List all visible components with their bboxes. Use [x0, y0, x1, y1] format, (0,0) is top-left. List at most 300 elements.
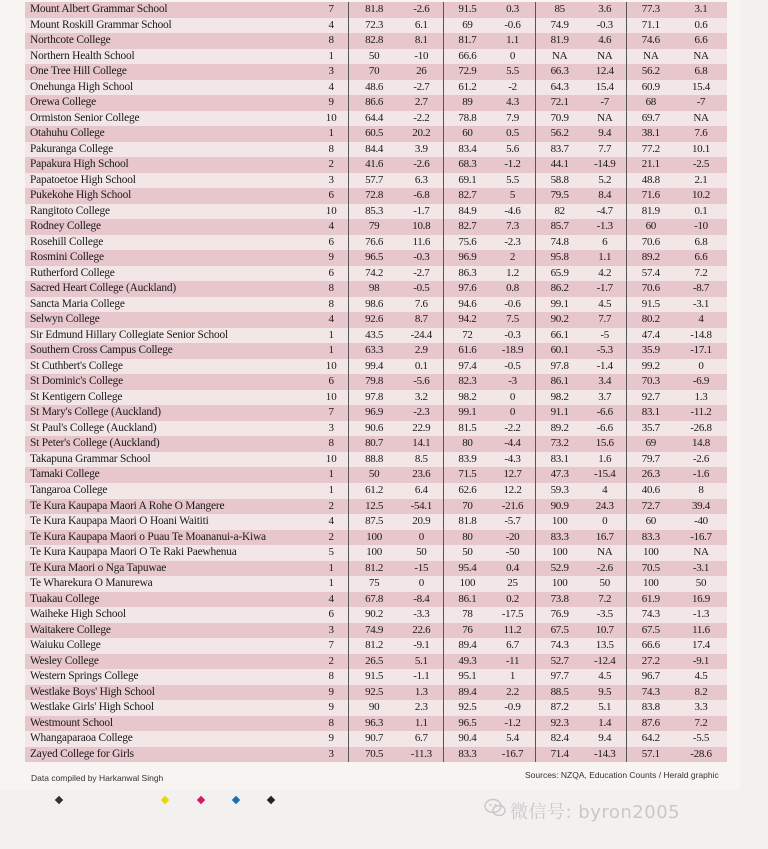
decile-cell: 7	[314, 2, 348, 18]
ncea1-pass-cell: 41.6	[348, 157, 399, 173]
ncea1-pass-cell: 79.8	[348, 374, 399, 390]
table-row	[25, 576, 727, 592]
ncea1-pass-cell: 70.5	[348, 747, 399, 763]
ncea3-change-cell: 4.5	[584, 669, 626, 685]
decile-cell: 8	[314, 297, 348, 313]
decile-cell: 3	[314, 623, 348, 639]
ncea1-change-cell: 22.9	[399, 421, 444, 437]
ncea1-pass-cell: 92.5	[348, 685, 399, 701]
ue-change-cell: 7.2	[675, 716, 727, 732]
school-name-cell: Whangaparaoa College	[25, 731, 314, 747]
ncea1-change-cell: -1.1	[399, 669, 444, 685]
table-row	[25, 716, 727, 732]
ncea2-pass-cell: 96.5	[444, 716, 491, 732]
ncea1-change-cell: -3.3	[399, 607, 444, 623]
ncea1-change-cell: -2.7	[399, 266, 444, 282]
ue-pass-cell: 99.2	[626, 359, 675, 375]
ncea3-change-cell: -15.4	[584, 467, 626, 483]
decile-cell: 10	[314, 390, 348, 406]
ncea2-pass-cell: 66.6	[444, 49, 491, 65]
ue-pass-cell: 21.1	[626, 157, 675, 173]
school-name-cell: Northcote College	[25, 33, 314, 49]
ncea1-pass-cell: 97.8	[348, 390, 399, 406]
decile-cell: 3	[314, 173, 348, 189]
table-row	[25, 592, 727, 608]
table-row	[25, 235, 727, 251]
ue-pass-cell: 83.8	[626, 700, 675, 716]
ue-pass-cell: 83.1	[626, 405, 675, 421]
ncea2-change-cell: 5.5	[490, 64, 535, 80]
ncea3-change-cell: -5.3	[584, 343, 626, 359]
ue-change-cell: -1.3	[675, 607, 727, 623]
ncea2-change-cell: 11.2	[490, 623, 535, 639]
table-row	[25, 281, 727, 297]
table-row	[25, 483, 727, 499]
ncea3-change-cell: -14.9	[584, 157, 626, 173]
ncea3-change-cell: -6.6	[584, 405, 626, 421]
ue-pass-cell: 100	[626, 545, 675, 561]
ncea3-change-cell: -1.7	[584, 281, 626, 297]
ue-change-cell: -2.6	[675, 452, 727, 468]
ncea1-pass-cell: 82.8	[348, 33, 399, 49]
school-name-cell: Orewa College	[25, 95, 314, 111]
ue-pass-cell: 57.4	[626, 266, 675, 282]
decile-cell: 4	[314, 80, 348, 96]
decile-cell: 4	[314, 312, 348, 328]
table-row	[25, 561, 727, 577]
ncea3-change-cell: NA	[584, 111, 626, 127]
ue-change-cell: -7	[675, 95, 727, 111]
ncea3-change-cell: 9.4	[584, 731, 626, 747]
table-row	[25, 188, 727, 204]
ncea2-pass-cell: 94.6	[444, 297, 491, 313]
ncea3-change-cell: 15.6	[584, 436, 626, 452]
ncea3-pass-cell: 70.9	[535, 111, 584, 127]
ncea2-change-cell: -2.3	[490, 235, 535, 251]
ncea3-pass-cell: 86.1	[535, 374, 584, 390]
ncea1-pass-cell: 76.6	[348, 235, 399, 251]
school-name-cell: Wesley College	[25, 654, 314, 670]
ue-change-cell: -6.9	[675, 374, 727, 390]
ue-pass-cell: 80.2	[626, 312, 675, 328]
ncea1-change-cell: 6.3	[399, 173, 444, 189]
decile-cell: 3	[314, 64, 348, 80]
ue-pass-cell: 60	[626, 514, 675, 530]
table-row	[25, 142, 727, 158]
ncea3-change-cell: 5.1	[584, 700, 626, 716]
ncea1-change-cell: -2.3	[399, 405, 444, 421]
ue-change-cell: 7.6	[675, 126, 727, 142]
ncea1-change-cell: -2.6	[399, 2, 444, 18]
ncea2-change-cell: 5.4	[490, 731, 535, 747]
ncea2-pass-cell: 82.3	[444, 374, 491, 390]
ue-change-cell: -10	[675, 219, 727, 235]
ncea3-pass-cell: 58.8	[535, 173, 584, 189]
ue-change-cell: 8.2	[675, 685, 727, 701]
decile-cell: 8	[314, 281, 348, 297]
ncea3-pass-cell: 71.4	[535, 747, 584, 763]
table-row	[25, 514, 727, 530]
school-name-cell: Papakura High School	[25, 157, 314, 173]
school-name-cell: St Dominic's College	[25, 374, 314, 390]
decile-cell: 9	[314, 250, 348, 266]
ncea3-pass-cell: 82	[535, 204, 584, 220]
ncea1-change-cell: 6.7	[399, 731, 444, 747]
school-name-cell: Waiuku College	[25, 638, 314, 654]
ncea2-pass-cell: 86.1	[444, 592, 491, 608]
ue-pass-cell: 57.1	[626, 747, 675, 763]
ncea1-change-cell: 14.1	[399, 436, 444, 452]
ncea2-change-cell: -3	[490, 374, 535, 390]
ue-pass-cell: 71.6	[626, 188, 675, 204]
ncea3-change-cell: 7.7	[584, 142, 626, 158]
ue-change-cell: -40	[675, 514, 727, 530]
ue-change-cell: 3.1	[675, 2, 727, 18]
ue-pass-cell: 91.5	[626, 297, 675, 313]
table-row	[25, 499, 727, 515]
decile-cell: 9	[314, 731, 348, 747]
ncea1-pass-cell: 87.5	[348, 514, 399, 530]
ncea1-change-cell: -10	[399, 49, 444, 65]
table-row	[25, 266, 727, 282]
ncea3-pass-cell: 73.8	[535, 592, 584, 608]
ue-change-cell: -3.1	[675, 561, 727, 577]
ncea2-change-cell: -18.9	[490, 343, 535, 359]
school-name-cell: Mount Albert Grammar School	[25, 2, 314, 18]
ncea2-change-cell: 0.2	[490, 592, 535, 608]
ncea3-pass-cell: 52.9	[535, 561, 584, 577]
decile-cell: 8	[314, 436, 348, 452]
decile-cell: 8	[314, 669, 348, 685]
school-name-cell: St Mary's College (Auckland)	[25, 405, 314, 421]
school-name-cell: Rosehill College	[25, 235, 314, 251]
ncea3-change-cell: 1.6	[584, 452, 626, 468]
ncea3-change-cell: 15.4	[584, 80, 626, 96]
ncea2-pass-cell: 50	[444, 545, 491, 561]
ncea1-pass-cell: 91.5	[348, 669, 399, 685]
ncea1-change-cell: 2.7	[399, 95, 444, 111]
ncea3-pass-cell: 97.8	[535, 359, 584, 375]
table-row	[25, 685, 727, 701]
table-row	[25, 297, 727, 313]
ncea2-change-cell: 0.5	[490, 126, 535, 142]
decile-cell: 7	[314, 638, 348, 654]
ncea3-change-cell: 0	[584, 514, 626, 530]
ncea1-change-cell: 20.2	[399, 126, 444, 142]
decile-cell: 1	[314, 483, 348, 499]
ncea2-change-cell: 1.2	[490, 266, 535, 282]
decile-cell: 9	[314, 700, 348, 716]
ncea3-change-cell: 50	[584, 576, 626, 592]
ncea3-pass-cell: 44.1	[535, 157, 584, 173]
ncea2-change-cell: -17.5	[490, 607, 535, 623]
school-name-cell: Takapuna Grammar School	[25, 452, 314, 468]
ncea1-pass-cell: 81.8	[348, 2, 399, 18]
ue-pass-cell: NA	[626, 49, 675, 65]
school-name-cell: Tangaroa College	[25, 483, 314, 499]
ncea2-pass-cell: 83.3	[444, 747, 491, 763]
ue-change-cell: 6.8	[675, 64, 727, 80]
ncea1-pass-cell: 57.7	[348, 173, 399, 189]
school-name-cell: Tuakau College	[25, 592, 314, 608]
ncea2-change-cell: -1.2	[490, 157, 535, 173]
school-name-cell: Rosmini College	[25, 250, 314, 266]
ncea3-pass-cell: 56.2	[535, 126, 584, 142]
school-name-cell: Rutherford College	[25, 266, 314, 282]
ncea2-pass-cell: 76	[444, 623, 491, 639]
school-name-cell: Papatoetoe High School	[25, 173, 314, 189]
ncea2-pass-cell: 100	[444, 576, 491, 592]
school-name-cell: Northern Health School	[25, 49, 314, 65]
ncea1-pass-cell: 81.2	[348, 561, 399, 577]
ncea2-pass-cell: 72.9	[444, 64, 491, 80]
ue-pass-cell: 96.7	[626, 669, 675, 685]
ncea2-pass-cell: 94.2	[444, 312, 491, 328]
ncea1-pass-cell: 96.5	[348, 250, 399, 266]
ncea1-change-cell: -54.1	[399, 499, 444, 515]
ncea2-change-cell: 7.9	[490, 111, 535, 127]
decile-cell: 4	[314, 18, 348, 34]
ncea3-pass-cell: 99.1	[535, 297, 584, 313]
decile-cell: 10	[314, 111, 348, 127]
ncea3-pass-cell: 65.9	[535, 266, 584, 282]
ncea2-pass-cell: 68.3	[444, 157, 491, 173]
table-row	[25, 623, 727, 639]
ncea2-change-cell: -1.2	[490, 716, 535, 732]
ncea3-pass-cell: 67.5	[535, 623, 584, 639]
table-row	[25, 18, 727, 34]
ue-pass-cell: 83.3	[626, 530, 675, 546]
table-row	[25, 421, 727, 437]
ncea2-pass-cell: 49.3	[444, 654, 491, 670]
ncea3-change-cell: -7	[584, 95, 626, 111]
ncea3-pass-cell: 73.2	[535, 436, 584, 452]
decile-cell: 10	[314, 204, 348, 220]
ue-pass-cell: 77.3	[626, 2, 675, 18]
ncea1-pass-cell: 96.3	[348, 716, 399, 732]
ncea2-change-cell: -50	[490, 545, 535, 561]
ncea2-pass-cell: 61.6	[444, 343, 491, 359]
table-row	[25, 545, 727, 561]
table-row	[25, 64, 727, 80]
ncea3-pass-cell: NA	[535, 49, 584, 65]
table-row	[25, 607, 727, 623]
ue-change-cell: 10.2	[675, 188, 727, 204]
ue-change-cell: -16.7	[675, 530, 727, 546]
decile-cell: 8	[314, 33, 348, 49]
ncea3-change-cell: -3.5	[584, 607, 626, 623]
ue-pass-cell: 71.1	[626, 18, 675, 34]
ncea2-pass-cell: 89.4	[444, 638, 491, 654]
ue-pass-cell: 70.6	[626, 281, 675, 297]
ncea1-change-cell: 1.1	[399, 716, 444, 732]
ncea3-change-cell: 9.5	[584, 685, 626, 701]
ue-pass-cell: 81.9	[626, 204, 675, 220]
school-name-cell: Pukekohe High School	[25, 188, 314, 204]
ncea3-pass-cell: 74.9	[535, 18, 584, 34]
school-name-cell: Southern Cross Campus College	[25, 343, 314, 359]
ncea2-pass-cell: 97.4	[444, 359, 491, 375]
ncea3-pass-cell: 74.8	[535, 235, 584, 251]
table-row	[25, 359, 727, 375]
ue-change-cell: -8.7	[675, 281, 727, 297]
ue-pass-cell: 89.2	[626, 250, 675, 266]
print-mark-dot	[161, 796, 169, 804]
ncea1-pass-cell: 90.6	[348, 421, 399, 437]
table-row	[25, 219, 727, 235]
ue-change-cell: 7.2	[675, 266, 727, 282]
ncea1-pass-cell: 72.3	[348, 18, 399, 34]
ncea1-change-cell: -11.3	[399, 747, 444, 763]
table-row	[25, 2, 727, 18]
decile-cell: 6	[314, 266, 348, 282]
ncea3-pass-cell: 100	[535, 545, 584, 561]
ncea1-change-cell: 10.8	[399, 219, 444, 235]
ncea1-pass-cell: 85.3	[348, 204, 399, 220]
school-name-cell: Te Wharekura O Manurewa	[25, 576, 314, 592]
ncea3-pass-cell: 59.3	[535, 483, 584, 499]
ncea1-change-cell: -2.7	[399, 80, 444, 96]
ncea1-change-cell: 8.1	[399, 33, 444, 49]
ncea1-pass-cell: 74.9	[348, 623, 399, 639]
ncea3-pass-cell: 66.3	[535, 64, 584, 80]
ue-change-cell: 1.3	[675, 390, 727, 406]
ue-change-cell: -9.1	[675, 654, 727, 670]
ue-change-cell: 3.3	[675, 700, 727, 716]
decile-cell: 3	[314, 421, 348, 437]
ncea3-change-cell: 16.7	[584, 530, 626, 546]
ue-pass-cell: 35.9	[626, 343, 675, 359]
ncea2-change-cell: -0.6	[490, 18, 535, 34]
ue-change-cell: 6.8	[675, 235, 727, 251]
table-row	[25, 700, 727, 716]
table-row	[25, 250, 727, 266]
ncea1-pass-cell: 50	[348, 467, 399, 483]
ncea1-change-cell: 8.7	[399, 312, 444, 328]
ncea1-pass-cell: 90.2	[348, 607, 399, 623]
ncea2-pass-cell: 78.8	[444, 111, 491, 127]
school-name-cell: Westlake Girls' High School	[25, 700, 314, 716]
ncea2-change-cell: -5.7	[490, 514, 535, 530]
ue-pass-cell: 70.6	[626, 235, 675, 251]
table-row	[25, 80, 727, 96]
ncea1-change-cell: -2.2	[399, 111, 444, 127]
ncea1-change-cell: -5.6	[399, 374, 444, 390]
ue-change-cell: -11.2	[675, 405, 727, 421]
table-body	[25, 2, 727, 762]
ue-change-cell: -5.5	[675, 731, 727, 747]
decile-cell: 4	[314, 592, 348, 608]
ncea2-pass-cell: 81.5	[444, 421, 491, 437]
ue-pass-cell: 64.2	[626, 731, 675, 747]
ncea2-pass-cell: 83.4	[444, 142, 491, 158]
ncea3-pass-cell: 89.2	[535, 421, 584, 437]
school-name-cell: Western Springs College	[25, 669, 314, 685]
ue-pass-cell: 66.6	[626, 638, 675, 654]
ue-pass-cell: 87.6	[626, 716, 675, 732]
ncea2-change-cell: 5	[490, 188, 535, 204]
ncea1-change-cell: 26	[399, 64, 444, 80]
ncea1-change-cell: -0.5	[399, 281, 444, 297]
credit-note: Data compiled by Harkanwal Singh	[31, 773, 164, 783]
table-row	[25, 669, 727, 685]
ue-change-cell: 6.6	[675, 250, 727, 266]
ue-change-cell: 11.6	[675, 623, 727, 639]
ncea2-pass-cell: 86.3	[444, 266, 491, 282]
ncea2-pass-cell: 81.8	[444, 514, 491, 530]
ncea2-pass-cell: 91.5	[444, 2, 491, 18]
ncea3-change-cell: -1.4	[584, 359, 626, 375]
ncea3-change-cell: -14.3	[584, 747, 626, 763]
school-name-cell: Westmount School	[25, 716, 314, 732]
ncea2-change-cell: 5.6	[490, 142, 535, 158]
ncea2-pass-cell: 69	[444, 18, 491, 34]
ue-change-cell: NA	[675, 49, 727, 65]
school-name-cell: Sir Edmund Hillary Collegiate Senior School	[25, 328, 314, 344]
ncea2-pass-cell: 83.9	[444, 452, 491, 468]
ncea3-pass-cell: 83.1	[535, 452, 584, 468]
ncea3-pass-cell: 83.3	[535, 530, 584, 546]
ue-pass-cell: 27.2	[626, 654, 675, 670]
ncea3-pass-cell: 52.7	[535, 654, 584, 670]
ncea3-pass-cell: 81.9	[535, 33, 584, 49]
print-mark-dot	[267, 796, 275, 804]
school-name-cell: St Cuthbert's College	[25, 359, 314, 375]
table-row	[25, 747, 727, 763]
ncea1-pass-cell: 75	[348, 576, 399, 592]
ncea2-pass-cell: 95.4	[444, 561, 491, 577]
ncea3-change-cell: 5.2	[584, 173, 626, 189]
ncea1-pass-cell: 81.2	[348, 638, 399, 654]
ncea3-pass-cell: 79.5	[535, 188, 584, 204]
ncea3-change-cell: 12.4	[584, 64, 626, 80]
ncea2-change-cell: 25	[490, 576, 535, 592]
ncea1-pass-cell: 64.4	[348, 111, 399, 127]
ue-change-cell: NA	[675, 545, 727, 561]
ncea2-change-cell: 2.2	[490, 685, 535, 701]
ncea2-change-cell: 1.1	[490, 33, 535, 49]
decile-cell: 10	[314, 359, 348, 375]
ncea3-pass-cell: 100	[535, 514, 584, 530]
decile-cell: 1	[314, 126, 348, 142]
ue-change-cell: NA	[675, 111, 727, 127]
ncea2-change-cell: 0.8	[490, 281, 535, 297]
ncea1-pass-cell: 84.4	[348, 142, 399, 158]
ncea2-change-cell: -11	[490, 654, 535, 670]
school-name-cell: Rodney College	[25, 219, 314, 235]
ncea3-pass-cell: 64.3	[535, 80, 584, 96]
decile-cell: 2	[314, 654, 348, 670]
decile-cell: 1	[314, 328, 348, 344]
table-row	[25, 467, 727, 483]
ncea3-pass-cell: 83.7	[535, 142, 584, 158]
ncea1-pass-cell: 70	[348, 64, 399, 80]
school-name-cell: Zayed College for Girls	[25, 747, 314, 763]
ue-change-cell: 4	[675, 312, 727, 328]
ncea1-change-cell: 0	[399, 530, 444, 546]
ncea1-change-cell: 1.3	[399, 685, 444, 701]
ncea1-change-cell: -2.6	[399, 157, 444, 173]
ue-pass-cell: 67.5	[626, 623, 675, 639]
ue-change-cell: 10.1	[675, 142, 727, 158]
ncea1-pass-cell: 74.2	[348, 266, 399, 282]
ncea2-change-cell: -2	[490, 80, 535, 96]
ncea1-pass-cell: 88.8	[348, 452, 399, 468]
decile-cell: 7	[314, 405, 348, 421]
ncea3-change-cell: 3.7	[584, 390, 626, 406]
ncea3-change-cell: 7.2	[584, 592, 626, 608]
ncea1-change-cell: -1.7	[399, 204, 444, 220]
